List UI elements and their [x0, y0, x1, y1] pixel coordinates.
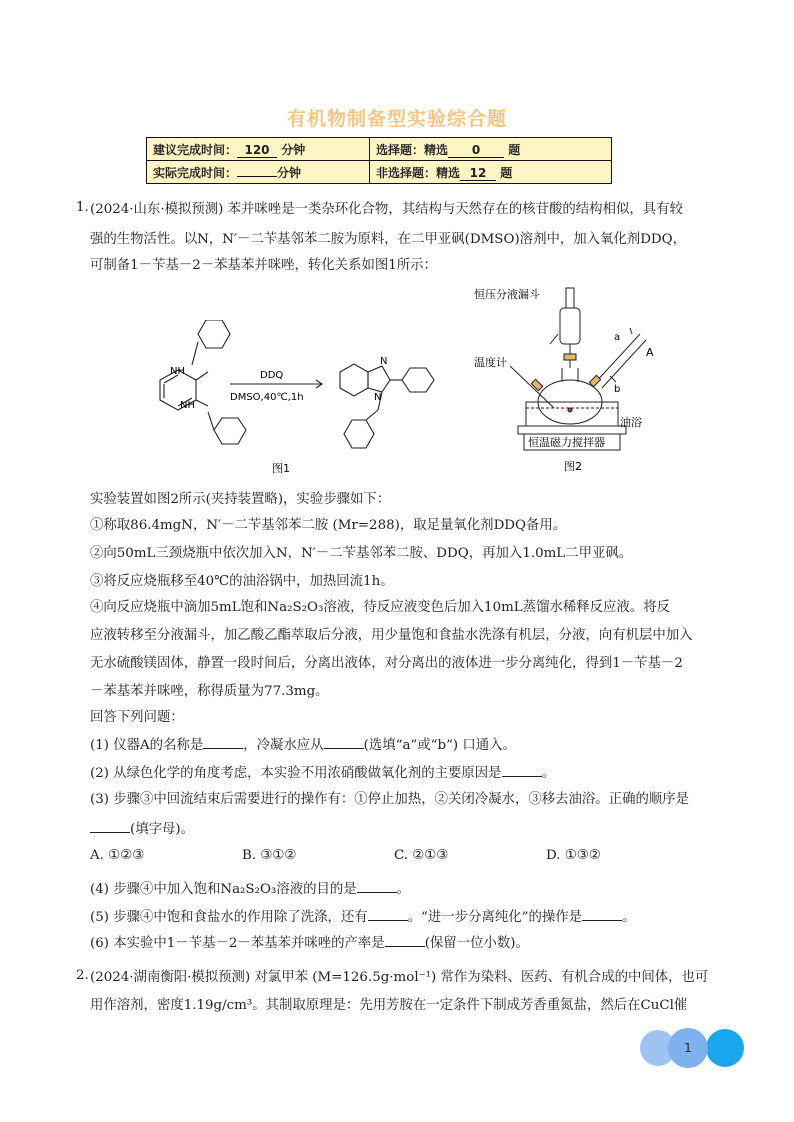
subquestion-5: (5) 步骤④中饱和食盐水的作用除了洗涤，还有 。“进一步分离纯化”的操作是 。 [90, 906, 710, 928]
setup-text: 实验装置如图2所示(夹持装置略)，实验步骤如下： [90, 492, 391, 507]
subquestion-3-line2: (填字母)。 [90, 818, 710, 840]
step-1: ①称取86.4mgN，N′－二苄基邻苯二胺 (Mr=288)，取足量氧化剂DDQ备用。 [90, 518, 567, 533]
option-a[interactable]: A. ①②③ [90, 848, 145, 863]
q1-intro-line3: 可制备1－苄基－2－苯基苯并咪唑，转化关系如图1所示： [90, 258, 437, 273]
step-4-line3: 无水硫酸镁固体，静置一段时间后，分离出液体，对分离出的液体进一步分离纯化，得到1－苄基－2 [90, 656, 683, 671]
port-a-label: a [614, 332, 621, 343]
figure-2-apparatus [470, 284, 670, 474]
stirrer-label: 恒温磁力搅拌器 [528, 436, 605, 449]
subquestion-2: (2) 从绿色化学的角度考虑，本实验不用浓硝酸做氧化剂的主要原因是 。 [90, 762, 710, 784]
reagent-top: DDQ [260, 370, 284, 381]
port-b-label: b [614, 384, 621, 395]
page-number-badge [640, 1030, 750, 1066]
figure-2-caption: 图2 [564, 460, 582, 473]
ring-n-bottom: N [374, 392, 382, 403]
option-b[interactable]: B. ③①② [242, 848, 297, 863]
q2-line2: 用作溶剂，密度1.19g/cm³。其制取原理是：先用芳胺在一定条件下制成芳香重氮盐，然后在CuCl催 [90, 998, 688, 1013]
step-4-line2: 应液转移至分液漏斗，加乙酸乙酯萃取后分液，用少量饱和食盐水洗涤有机层，分液，向有机层中加入 [90, 628, 693, 643]
q1-intro-line1: (2024·山东·模拟预测) 苯并咪唑是一类杂环化合物，其结构与天然存在的核苷酸的结构相似，具有较 [90, 202, 683, 217]
choice-count-cell: 选择题：精选 0 题 [370, 138, 612, 161]
step-3: ③将反应烧瓶移至40℃的油浴锅中，加热回流1h。 [90, 574, 394, 589]
nonchoice-count-cell: 非选择题：精选 12 题 [370, 161, 612, 184]
suggested-time-cell: 建议完成时间： 120 分钟 [147, 138, 370, 161]
figure-1-caption: 图1 [272, 462, 290, 475]
reagent-bottom: DMSO,40℃,1h [230, 392, 304, 403]
subquestion-3-line1: (3) 步骤③中回流结束后需要进行的操作有：①停止加热，②关闭冷凝水，③移去油浴。正确的顺序是 [90, 792, 690, 807]
option-d[interactable]: D. ①③② [546, 848, 601, 863]
ring-n-top: N [380, 356, 388, 367]
figure-1-reaction [130, 320, 450, 480]
q2-line1: (2024·湖南衡阳·模拟预测) 对氯甲苯 (M=126.5g·mol⁻¹) 常作为染料、医药、有机合成的中间体，也可 [90, 970, 709, 985]
subquestion-1: (1) 仪器A的名称是 ，冷凝水应从 (选填“a”或“b”) 口通入。 [90, 734, 710, 756]
nh-label-bottom: NH [180, 400, 195, 411]
apparatus-a-label: A [646, 346, 654, 359]
thermometer-label: 温度计 [474, 356, 507, 369]
nh-label-top: NH [170, 366, 185, 377]
subquestion-4: (4) 步骤④中加入饱和Na₂S₂O₃溶液的目的是 。 [90, 878, 710, 900]
funnel-label: 恒压分液漏斗 [474, 288, 540, 301]
page-title: 有机物制备型实验综合题 [286, 108, 507, 130]
step-2: ②向50mL三颈烧瓶中依次加入N，N′－二苄基邻苯二胺、DDQ，再加入1.0mL二甲亚砜。 [90, 546, 633, 561]
step-4-line1: ④向反应烧瓶中滴加5mL饱和Na₂S₂O₃溶液，待反应液变色后加入10mL蒸馏水稀释反应液。将反 [90, 600, 670, 615]
time-table [146, 137, 612, 184]
option-c[interactable]: C. ②①③ [394, 848, 449, 863]
page-number: 1 [684, 1041, 692, 1055]
bath-label: 油浴 [620, 416, 642, 429]
options-row [90, 846, 710, 866]
actual-time-cell: 实际完成时间： 分钟 [147, 161, 370, 184]
answer-prompt: 回答下列问题： [90, 710, 184, 725]
question-number: 1. [76, 200, 89, 215]
question-number: 2. [76, 968, 89, 983]
q1-intro-line2: 强的生物活性。以N，N′－二苄基邻苯二胺为原料，在二甲亚砜(DMSO)溶剂中，加入氧化剂DDQ， [90, 232, 687, 247]
step-4-line4: －苯基苯并咪唑，称得质量为77.3mg。 [90, 684, 329, 699]
subquestion-6: (6) 本实验中1－苄基－2－苯基苯并咪唑的产率是 (保留一位小数)。 [90, 932, 710, 954]
